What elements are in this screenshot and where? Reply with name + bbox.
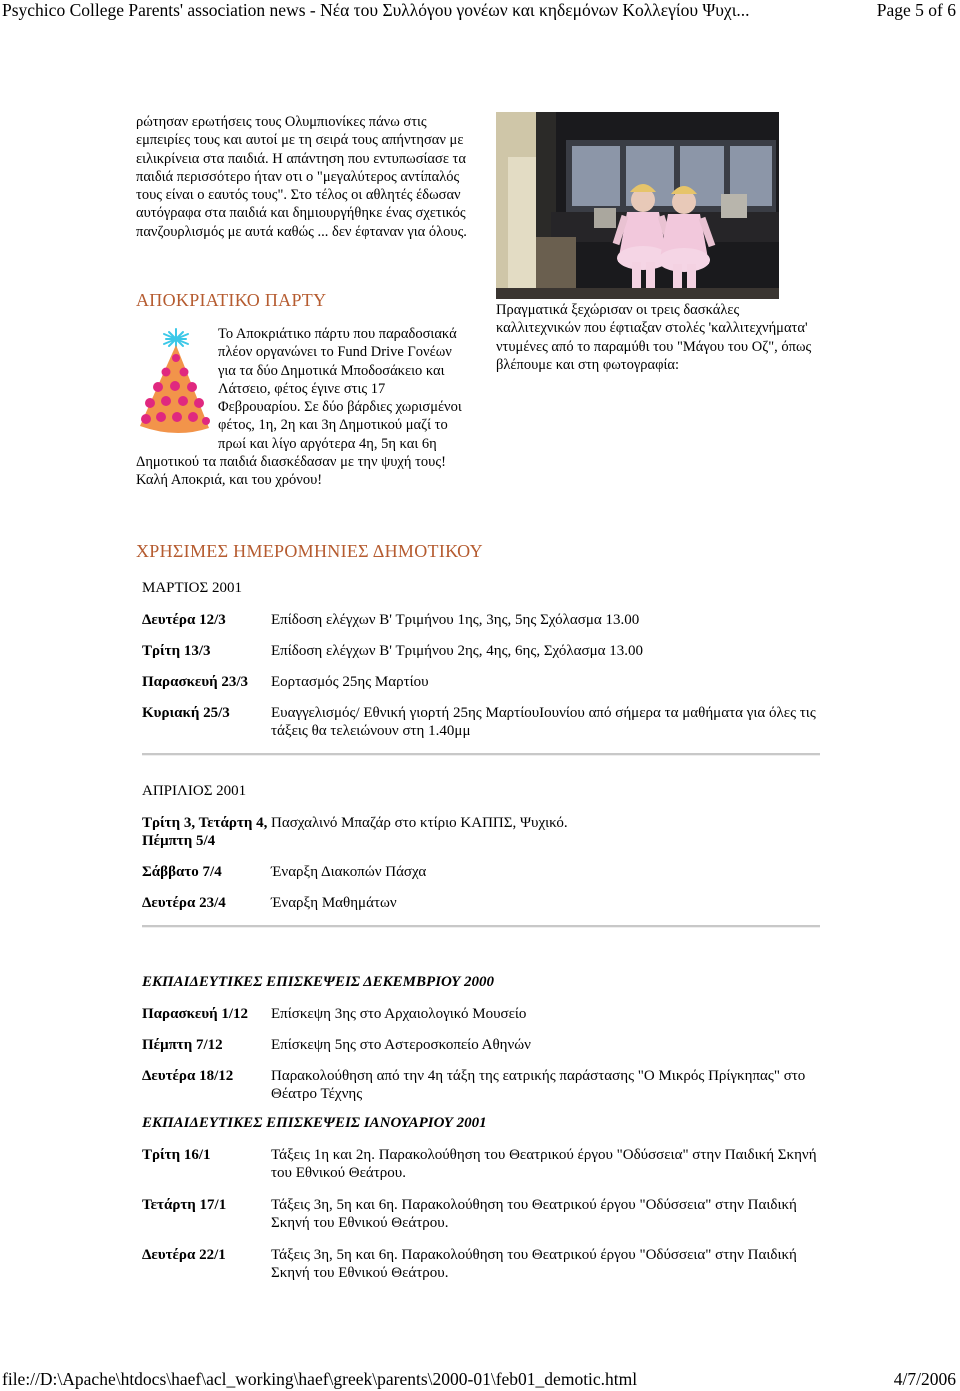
date-row [142,1036,832,1054]
date-description: Τάξεις 3η, 5η και 6η. Παρακολούθηση του Θεατρικού έργου "Οδύσσεια" στην Παιδική Σκηνή του Εθνικού Θεάτρου. [271,1197,797,1231]
date-description: Επίδοση ελέγχων Β' Τριμήνου 2ης, 4ης, 6ης, Σχόλασμα 13.00 [271,643,643,659]
date-row [142,642,832,660]
party-hat-image [136,325,212,437]
print-header-page-number: Page 5 of 6 [876,0,956,20]
date-row [142,1005,832,1023]
print-footer-url: file://D:\Apache\htdocs\haef\acl_working\haef\greek\parents\2000-01\feb01_demotic.html [2,1369,638,1389]
date-row [142,1067,832,1103]
date-label: Δευτέρα 23/4 [142,895,226,911]
date-description: Τάξεις 3η, 5η και 6η. Παρακολούθηση του Θεατρικού έργου "Οδύσσεια" στην Παιδική Σκηνή του Εθνικού Θεάτρου. [271,1247,797,1281]
date-description: Πασχαλινό Μπαζάρ στο κτίριο ΚΑΠΠΣ, Ψυχικό. [271,815,568,831]
december-visits-section [142,974,832,1116]
april-title: ΑΠΡΙΛΙΟΣ 2001 [142,783,247,799]
january-visits-section [142,1115,832,1295]
date-description: Παρακολούθηση από την 4η τάξη της εατρικής παράστασης "Ο Μικρός Πρίγκηπας" στο Θέατρο Τέχνης [271,1068,806,1102]
date-label: Τετάρτη 17/1 [142,1197,227,1213]
date-label: Παρασκευή 23/3 [142,674,249,690]
date-label: Τρίτη 3, Τετάρτη 4, Πέμπτη 5/4 [142,815,268,849]
section-divider [142,925,820,928]
date-label: Τρίτη 16/1 [142,1147,211,1163]
section-divider [142,753,820,756]
date-label: Δευτέρα 12/3 [142,612,226,628]
date-row [142,673,832,691]
costume-photo [496,112,779,299]
date-description: Εορτασμός 25ης Μαρτίου [271,674,429,690]
date-row [142,894,832,912]
dates-heading: ΧΡΗΣΙΜΕΣ ΗΜΕΡΟΜΗΝΙΕΣ ΔΗΜΟΤΙΚΟΥ [136,541,483,561]
date-description: Επίσκεψη 3ης στο Αρχαιολογικό Μουσείο [271,1006,527,1022]
party-paragraph-text: Το Αποκριάτικο πάρτυ που παραδοσιακά πλέον οργανώνει το Fund Drive Γονέων για τα δύο Δημοτικά Μποδοσάκειο και Λάτσειο, φέτος έγινε στις 17 Φεβρουαρίου. Σε δύο βάρδιες χωρισμένοι φέτος, 1η, 2η και 3η Δημοτικού μαζί το πρωί και λίγο αργότερα 4η, 5η και 6η Δημοτικού τα παιδιά διασκέδασαν με την ψυχή τους! Καλή Αποκριά, και του χρόνου! [136,326,462,489]
date-row [142,1246,832,1282]
intro-paragraph: ρώτησαν ερωτήσεις τους Ολυμπιονίκες πάνω στις εμπειρίες τους και αυτοί με τη σειρά τους απήντησαν με ειλικρίνεια στα παιδιά. Η απάντηση που εντυπωσίασε τα παιδιά περισσότερο ήταν οτι ο "μεγαλύτερος αντίπαλός τους είναι ο εαυτός τους". Στο τέλος οι αθλητές έδωσαν αυτόγραφα στα παιδιά και δημιουργήθηκε ένας σχετικός πανζουρλισμός με αυτά καθώς ... δεν έφταναν για όλους. [136,114,467,240]
photo-caption: Πραγματικά ξεχώρισαν οι τρεις δασκάλες καλλιτεχνικών που έφτιαξαν στολές 'καλλιτεχνήματα' ντυμένες από το παραμύθι του "Μάγου του Οζ", όπως βλέπουμε και στη φωτογραφία: [496,302,812,373]
date-description: Τάξεις 1η και 2η. Παρακολούθηση του Θεατρικού έργου "Οδύσσεια" στην Παιδική Σκηνή του Εθνικού Θεάτρου. [271,1147,817,1181]
date-row [142,611,832,629]
date-description: Έναρξη Διακοπών Πάσχα [271,864,427,880]
date-description: Ευαγγελισμός/ Εθνική γιορτή 25ης ΜαρτίουΙουνίου από σήμερα τα μαθήματα για όλες τις τάξεις θα τελειώνουν στη 1.40μμ [271,705,816,739]
date-row [142,704,832,740]
december-visits-title: ΕΚΠΑΙΔΕΥΤΙΚΕΣ ΕΠΙΣΚΕΨΕΙΣ ΔΕΚΕΜΒΡΙΟΥ 2000 [142,974,495,990]
date-description: Έναρξη Μαθημάτων [271,895,397,911]
print-footer-date: 4/7/2006 [893,1369,956,1389]
date-row [142,1146,832,1182]
party-paragraph [136,325,466,490]
january-visits-title: ΕΚΠΑΙΔΕΥΤΙΚΕΣ ΕΠΙΣΚΕΨΕΙΣ ΙΑΝΟΥΑΡΙΟΥ 2001 [142,1115,487,1131]
date-label: Δευτέρα 22/1 [142,1247,226,1263]
date-label: Παρασκευή 1/12 [142,1006,249,1022]
date-row [142,1196,832,1232]
date-label: Σάββατο 7/4 [142,864,222,880]
date-description: Επίσκεψη 5ης στο Αστεροσκοπείο Αθηνών [271,1037,531,1053]
party-heading: ΑΠΟΚΡΙΑΤΙΚΟ ΠΑΡΤΥ [136,290,327,310]
date-label: Δευτέρα 18/12 [142,1068,234,1084]
date-description: Επίδοση ελέγχων Β' Τριμήνου 1ης, 3ης, 5ης Σχόλασμα 13.00 [271,612,640,628]
date-label: Τρίτη 13/3 [142,643,211,659]
march-title: ΜΑΡΤΙΟΣ 2001 [142,580,242,596]
march-section [142,580,832,756]
print-header-title: Psychico College Parents' association news - Νέα του Συλλόγου γονέων και κηδεμόνων Κολλεγίου Ψυχι... [2,0,750,20]
date-row [142,863,832,881]
date-row [142,814,832,850]
date-label: Πέμπτη 7/12 [142,1037,223,1053]
date-label: Κυριακή 25/3 [142,705,230,721]
april-section [142,783,832,928]
